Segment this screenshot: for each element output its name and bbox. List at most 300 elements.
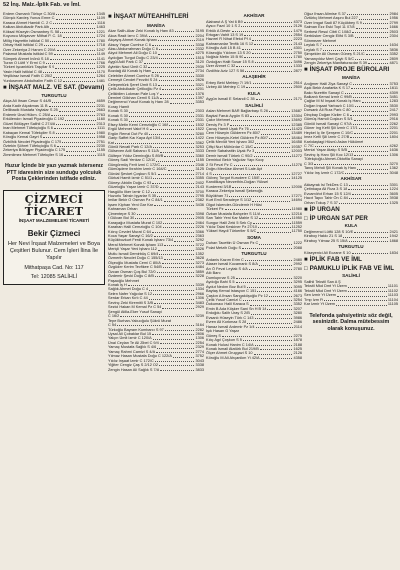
ad-logo: ÇİZMECİ TİCARET (24, 192, 84, 218)
dot-leader (160, 185, 195, 188)
listing-name: Palamut Mustafa İstiklal C 59 (3, 52, 53, 57)
listing-phone: 2363 (195, 234, 204, 239)
dot-leader (242, 46, 293, 49)
listing-name: Doğan İnşaat Yarbazlı C 10/1 (304, 103, 355, 108)
listing-name: Güzel Bölüşyer Salihli C 274/A (3, 121, 56, 126)
dot-leader (356, 25, 389, 28)
listing-name: Çelikbilen Lokman Pale Loş Y (108, 91, 159, 96)
listing-row (304, 251, 398, 255)
dot-leader (164, 154, 194, 157)
listing-name: Akça Ali İhsan Cesur S 44/B (3, 99, 52, 104)
listing-phone: 2282 (195, 327, 204, 332)
listing-row (304, 201, 398, 205)
listing-name: Kılıç Agıl Çoşkun S 5 (206, 338, 242, 343)
listing-row (3, 79, 105, 83)
listing-block (206, 241, 302, 250)
dot-leader (269, 294, 292, 297)
listing-block (304, 12, 398, 65)
listing-name: Özdilhiz Aziz 127 S 56 (206, 68, 245, 73)
listing-name: Erbük A Destır (206, 28, 231, 33)
listing-block (206, 258, 302, 360)
dot-leader (348, 289, 387, 292)
listing-name: Akyol Mehmet Ali Doğu C 10 (108, 51, 157, 56)
listing-phone: 3496 (293, 59, 302, 64)
listing-name: Millig Hayrettin İstiklal C 50 (3, 38, 50, 43)
listing-name: Öztekin Şöhret Tüfekçioğlu S 6 (3, 143, 56, 148)
listing-name: Karlıdaştagi Hüsnü Aslan Hükümet (304, 139, 364, 144)
listing-phone: 2751 (96, 139, 105, 144)
dot-leader (115, 141, 195, 144)
dot-leader (54, 126, 96, 129)
section-title: İNŞAAT MALZ. VE SAT. (Devamı) (8, 84, 105, 92)
dot-leader (154, 203, 194, 206)
listing-name: Ataser İsmail Kocamanlı S 8/A (206, 262, 258, 267)
listing-phone: 2486 (293, 320, 302, 325)
dot-leader (254, 145, 290, 148)
listing-phone: 2204 (195, 33, 204, 38)
section-heading (108, 14, 204, 21)
listing-phone: 3326 (195, 247, 204, 252)
dot-leader (137, 212, 195, 215)
listing-phone: 2826 (195, 78, 204, 83)
listing-phone: 2774 (195, 349, 204, 354)
dot-leader (155, 274, 195, 277)
section-heading (304, 67, 398, 74)
listing-phone: 2916 (389, 117, 398, 122)
listing-name: Ölçeoğlu Mustafa Cemi C 80/A (108, 260, 161, 265)
listing-phone: 3986 (293, 315, 302, 320)
listing-name: Karaca Zekeriya İsmail Şekeroğlu (206, 189, 264, 194)
listing-phone: 1362 (389, 166, 398, 171)
listing-name: Zimmilmez Mehmet Tüfekçiler S 16 (3, 152, 64, 157)
listing-phone: 3938 (389, 196, 398, 201)
listing-row (206, 356, 302, 360)
listing-phone: 2088 (293, 245, 302, 250)
dot-leader (343, 234, 388, 237)
section-title: PAMUKLU İPLİK FAB VE İML (309, 264, 395, 272)
listing-name: Kabaçan Kemal Tüfekçiler S 8 (3, 130, 55, 135)
dot-leader (174, 238, 194, 241)
listing-name: Aydut Nedım Boz Bul 5 (206, 284, 246, 289)
listing-name: Türkeri İşcanlıtürk Taşçilar S 9 (3, 65, 55, 70)
listing-phone: 2806 (195, 332, 204, 336)
listing-name: Üzer Ahmet C 32 (206, 64, 236, 69)
listing-phone: 2673 (293, 293, 302, 298)
listing-name: Orbay Halil İstiklal C 29 (3, 43, 43, 48)
listing-phone: 1345 (96, 12, 105, 16)
dot-leader (152, 332, 194, 335)
listing-name: Ergül Mehmet Vakıf H 6 (108, 127, 149, 132)
listing-phone: 13687 (291, 109, 302, 114)
city-heading: ALAŞEHİR (242, 74, 266, 80)
listing-name: Güneyı Abidin Doğu C 93 (108, 180, 152, 185)
listing-phone: 1724 (96, 34, 105, 39)
listing-name: Kurderesi 3/1B (206, 184, 232, 189)
dot-leader (158, 83, 195, 86)
listing-name: Akca Rasit İzmı C 39/A (108, 33, 148, 38)
dot-leader (253, 81, 293, 84)
listing-phone: 2714 (195, 171, 204, 176)
listing-phone: 2119 (195, 38, 204, 43)
listing-name: Güngörmüş Ferit İzmi C 172/C (108, 162, 161, 167)
listing-name: Değirmenci Yusuf Konak İş Hanı 28 (108, 100, 169, 105)
dot-leader (164, 256, 195, 259)
dot-leader (66, 148, 96, 151)
listing-phone: 1111 (97, 126, 105, 131)
listing-phone: 3355 (195, 176, 204, 181)
listing-name: Şimşekler Ali Osman Güneş S 21/C (304, 52, 365, 57)
listing-row (304, 171, 398, 175)
listing-name: Leylak S 7 (304, 47, 322, 52)
listing-phone: 2331 (195, 113, 204, 118)
listing-phone: 2464 (195, 220, 204, 225)
listing-name: Yiğiter Cengiz Çaş S 2/12 O2 (108, 363, 159, 368)
dot-leader (120, 314, 194, 317)
listing-name: Anığmer Halil Ziya Sanayi C (304, 81, 353, 86)
dot-leader (168, 167, 195, 170)
listing-phone: 1634 (389, 43, 398, 48)
dot-leader (314, 162, 388, 165)
listing-phone: 13692 (291, 118, 302, 123)
ad-owner-name: Bekir Çizmeci (27, 228, 81, 238)
dot-leader (57, 48, 96, 51)
square-outline-icon: □ (304, 215, 308, 222)
section-title: İNŞAAT PROJE BÜROLARI (309, 66, 390, 74)
listing-row (206, 85, 302, 89)
listing-name: Sarı Tahir Yeni Kar Mahle S 12 (206, 216, 259, 221)
section-heading (304, 266, 398, 273)
dot-leader (65, 117, 96, 120)
listing-phone: 11252 (291, 224, 302, 229)
listing-name: Ertugan Vahit 13 S 19 (206, 32, 244, 37)
listing-name: Gültepe Yıldız Demiroğlu S 89/B (108, 153, 164, 158)
listing-phone: 2329 (195, 345, 204, 350)
column-1 (3, 12, 105, 564)
dot-leader (56, 16, 95, 19)
dot-leader (149, 296, 195, 299)
listing-name: Aysoı Fazıl 10 1 S 2 (206, 24, 241, 29)
listing-phone: 3330 (195, 73, 204, 78)
listing-phone: 1463 (96, 25, 105, 30)
dot-leader (256, 97, 293, 100)
listing-name: Serdar Erkan Kırlı C 44 (108, 296, 148, 301)
dot-leader (247, 285, 293, 288)
listing-name: Demir Sabahattin Uşak Pz 3 (206, 149, 255, 154)
listing-name: Özkan Mustafa Bahçeler S 11/A (206, 211, 261, 216)
listing-name: Koyuncu Müşavver Mithat P. C. 18 (3, 34, 62, 39)
telephone-courtesy-note: Telefonda şahsiyetiniz söz değil, sesinizdir. Dalma mütebessim olarak konuşunuz. (309, 312, 393, 332)
dot-leader (175, 29, 195, 32)
listing-name: 4 S (206, 171, 212, 176)
listing-name: Değirmenci Lütfü 128 S 10/E (304, 229, 354, 234)
listing-phone: 2877 (293, 68, 302, 73)
dot-leader (129, 118, 195, 121)
listing-row (304, 61, 398, 65)
listing-name: İmilar Bekir O Osman Pz C 84/1 (108, 198, 163, 203)
listing-row (206, 246, 302, 250)
listing-name: Inan Mehmet Tüfekçioğlu S 6 (3, 126, 53, 131)
listing-name: Kurt Emil Seradeye S 1/12 (206, 198, 252, 203)
listing-name: Aydoğu Bahi S 5 (206, 280, 235, 285)
dot-leader (243, 338, 293, 341)
dot-leader (366, 52, 389, 55)
listing-phone: 1141 (96, 56, 105, 61)
dot-leader (153, 292, 194, 295)
listing-phone: 3239 (195, 314, 204, 319)
dot-leader (64, 153, 96, 156)
city-heading: MANİSA (146, 22, 166, 28)
listing-name: Uzbey Ali Mehtep C 19 (206, 85, 246, 90)
dot-leader (231, 118, 290, 121)
dot-leader (368, 61, 388, 64)
dot-leader (269, 136, 290, 139)
listing-name: Yüksel Haydi Türkeriler S 5/C (206, 229, 257, 234)
listing-block (304, 280, 398, 307)
listing-name: Erdem Osmanlı Türkçe C.30/A (3, 12, 56, 16)
listing-phone: 2114 (293, 324, 302, 329)
dot-leader (232, 185, 290, 188)
listing-phone: 2188 (293, 342, 302, 347)
dot-leader (164, 243, 194, 246)
listing-name: Kandilkaya Nevzethin-Doğan Yüksel (206, 180, 269, 185)
listing-name: Oğuz İhsan Alimise S 37 (304, 12, 346, 16)
listing-name: Aygün İsmail E Selandi C 35 (206, 97, 255, 102)
listing-name: Kar İzmir Yt Üzem (304, 302, 336, 307)
listing-row (206, 69, 302, 73)
listing-phone: 1155 (96, 148, 105, 153)
listing-block (304, 230, 398, 243)
listing-phone: 1224 (389, 187, 398, 192)
listing-name: Noğisiz Metin 15 B 90 (206, 55, 244, 60)
listing-row (108, 368, 204, 372)
dot-leader (259, 262, 293, 265)
dot-leader (150, 127, 195, 130)
listing-name: Tanış Mehdi Şili Konak İş Hanı (304, 166, 357, 171)
listing-name: Tekstil Mkd Dmt Yt Üzem (304, 288, 347, 293)
listing-name: Büyükhan 71 (206, 193, 229, 198)
dot-leader (161, 136, 194, 139)
listing-block (206, 109, 302, 234)
listing-name: Aygül Adil Park C 37 (108, 60, 143, 65)
ad-address: Mithatpaşa Cad. No: 117 (24, 264, 84, 271)
dot-leader (154, 301, 194, 304)
listing-name: Cem Hüseyin-Ketel Güldren Pz 80/7 (206, 135, 268, 140)
listing-phone: 1479 (293, 28, 302, 33)
dot-leader (352, 192, 389, 195)
dot-leader (236, 64, 292, 67)
dot-leader (349, 196, 389, 199)
page-header: 52 İnş. Malz.-İplik Fab. ve İml. (3, 2, 81, 8)
listing-phone: 2503 (389, 29, 398, 34)
listing-phone: 3228 (195, 274, 204, 279)
dot-leader (246, 85, 292, 88)
dot-leader (157, 270, 195, 273)
listing-phone: 2966 (195, 291, 204, 296)
listing-name: Sağlık Ahmet Doğu C 4 (108, 287, 148, 292)
listing-name: Mutlu İsmail Demirbüş C 69/4 (108, 251, 159, 256)
listing-phone: 11102 (387, 288, 398, 293)
square-bullet-icon: ■ (304, 207, 308, 213)
section-title: İP URGAN SAT PER (309, 214, 368, 222)
listing-phone: 3530 (389, 103, 398, 108)
listing-name: Konak Hulusi Hanim C 14/A (206, 342, 254, 347)
listing-name: Yamaç Rahmi Camizi S 4/A (108, 349, 156, 354)
listing-phone: 3833 (195, 367, 204, 372)
dot-leader (135, 216, 194, 219)
listing-name: İmez Kefil Şili İzmir C 27/B (304, 135, 350, 140)
dot-leader (355, 104, 388, 107)
dot-leader (157, 345, 194, 348)
listing-name: Atlı Banı (206, 271, 221, 276)
dot-leader (165, 328, 195, 331)
listing-phone: 1306 (389, 152, 398, 157)
listing-phone: 1306 (195, 296, 204, 301)
dot-leader (261, 131, 290, 134)
listing-phone: 1306 (195, 336, 204, 341)
listing-name: Kahraman Orhan (108, 207, 138, 212)
city-heading: MANİSA (341, 75, 361, 81)
listing-name: Yıldız Talat Keskiner Pz 27/10 (206, 224, 257, 229)
listing-name: Özcan Osman Çoş Bul 72/0 (108, 269, 156, 274)
dot-leader (151, 190, 195, 193)
dot-leader (149, 34, 195, 37)
listing-name: Erbey Betıl Mehtep 7/ 19/1 (206, 80, 252, 85)
listing-name: Özdoğan Halit Susar 15 S 8 (206, 59, 254, 64)
listing-name: Kalkan Abdulkadir Park Alb (3, 25, 50, 30)
listing-name: Akkayrak İsi TekDes C 13 (304, 182, 348, 187)
dot-leader (323, 48, 388, 51)
listing-phone: 1116 (97, 20, 105, 25)
listing-phone: 1397 (195, 95, 204, 100)
listing-phone: 11104 (387, 297, 398, 302)
listing-phone: 1766 (96, 60, 105, 65)
dot-leader (53, 21, 96, 24)
listing-name: Karaca Ahmet Hamidi C. 2 C (3, 20, 53, 25)
listing-name: Güneş S (206, 333, 221, 338)
listing-name: Gürkal Hamit İzmir C 51/1 (108, 176, 153, 181)
dot-leader (159, 47, 194, 50)
dot-leader (354, 131, 388, 134)
square-bullet-icon: ■ (304, 67, 308, 74)
listing-phone: 3352 (293, 302, 302, 307)
listing-name: Çelik Mevlüt Yeni İşhanı 302 (206, 140, 255, 145)
dot-leader (50, 57, 96, 60)
listing-name: Köseoğlu Yıldırım 13 S 20 (206, 50, 251, 55)
listing-phone: 3220 (293, 275, 302, 280)
listing-phone: 2143 (293, 41, 302, 46)
listing-phone: 1515 (195, 55, 204, 60)
listing-name: Çiftçi Nuri Mühürdar C 15/C (206, 144, 254, 149)
dot-leader (170, 100, 195, 103)
listing-phone: 1958 (96, 135, 105, 140)
listing-name: Çelik Yusuf Camizi C (206, 298, 242, 303)
dot-leader (348, 284, 387, 287)
listing-phone: 1625 (293, 347, 302, 352)
listing-phone: 2226 (195, 225, 204, 230)
listing-name: Garip Saffet Kaı Kaya Apt 13/4 (108, 136, 161, 141)
dot-leader (52, 99, 95, 102)
listing-name: Baykal Faruk Aygün S 83 (206, 113, 250, 118)
listing-name: Ergün Remzi Dut Pz 40 (108, 131, 149, 136)
listing-phone: 1718 (96, 43, 105, 48)
listing-phone: 1376 (195, 91, 204, 96)
dot-leader (252, 198, 290, 201)
dot-leader (225, 207, 291, 210)
listing-phone: 3605 (389, 191, 398, 196)
section-heading (304, 207, 398, 214)
listing-phone: 2750 (293, 50, 302, 55)
listing-phone: 1160 (96, 117, 105, 122)
listing-name: Köseyenici Ali Eczane S 10 (304, 250, 351, 255)
listing-name: Çavuş Hamit Uşak Pz 76 (206, 126, 249, 131)
listing-phone: 3253 (195, 144, 204, 149)
listing-name: Kiraboy Yılmaz 25 S 15/A (304, 238, 348, 243)
listing-phone: 4166 (293, 289, 302, 294)
dot-leader (50, 25, 95, 28)
listing-name: Balcı Nurettin Sanayi C (304, 90, 344, 95)
listing-phone: 3120 (195, 60, 204, 65)
listing-name: Orhan Tokuş 7 S 37 (304, 200, 338, 205)
listing-phone: 4301 (293, 46, 302, 51)
dot-leader (57, 144, 96, 147)
listing-phone: 1283 (389, 99, 398, 104)
listing-phone: 3398 (195, 211, 204, 216)
listing-name: Küçükbozkurt Ferdi Konak İşhanı 73/4 (108, 238, 174, 243)
listing-row (304, 239, 398, 243)
dot-leader (160, 92, 194, 95)
listing-name: C 7/C (304, 143, 314, 148)
dot-leader (229, 194, 290, 197)
listing-name: Sevinç Zeki Kiremitli S 3/B (108, 300, 154, 305)
dot-leader (250, 114, 290, 117)
dot-leader (241, 24, 292, 27)
listing-phone: 4659 (96, 99, 105, 104)
listing-name: Köroğlu Adil 15 B 41 (206, 46, 241, 51)
dot-leader (159, 363, 194, 366)
dot-leader (336, 302, 387, 305)
listing-phone: 11559 (291, 220, 302, 225)
dot-leader (250, 302, 293, 305)
listing-phone: 11423 (291, 126, 302, 131)
listing-phone: 2929 (195, 305, 204, 310)
listing-phone: 2303 (195, 109, 204, 114)
listing-name: Konak İş H (108, 283, 127, 288)
listing-block (304, 183, 398, 205)
dot-leader (63, 79, 95, 82)
dot-leader (173, 354, 195, 357)
dot-leader (355, 34, 389, 37)
listing-phone: 2795 (195, 193, 204, 198)
listing-phone: 14125 (291, 175, 302, 180)
listing-name: Köksal Hüseyin Osmanbey S. 58 (3, 29, 60, 34)
listing-name: Güneş Sadi Yenkar C 12/10 (108, 158, 156, 163)
listing-name: Güzeloğlu Yaşar İzmir C 37/D (108, 185, 159, 190)
listing-name: Erkülendırı İsmail Piyadeoğlu C 192 (3, 117, 65, 122)
listing-name: Salman Ezz Eski Topl 11 07/8 (304, 25, 355, 30)
listing-name: Sevinç İş Hanı Şili Koc 12/13 (304, 152, 354, 157)
listing-name: Koca Yaşar Sanayi C 16/2 (108, 234, 153, 239)
listing-phone: 2663 (96, 108, 105, 113)
listing-name: Cem Hüseyin Gülderen Pz 80/7 (206, 131, 261, 136)
listing-name: Kat (108, 140, 114, 145)
dot-leader (156, 158, 194, 161)
listing-phone: 17271 (291, 193, 302, 198)
listing-phone: 13489 (291, 131, 302, 136)
dot-leader (259, 241, 292, 244)
listing-phone: 3859 (195, 269, 204, 274)
city-heading: AKHİSAR (340, 176, 362, 182)
listing-name: Çetinkaya Ali Rıza 3 S 18 (304, 187, 348, 192)
